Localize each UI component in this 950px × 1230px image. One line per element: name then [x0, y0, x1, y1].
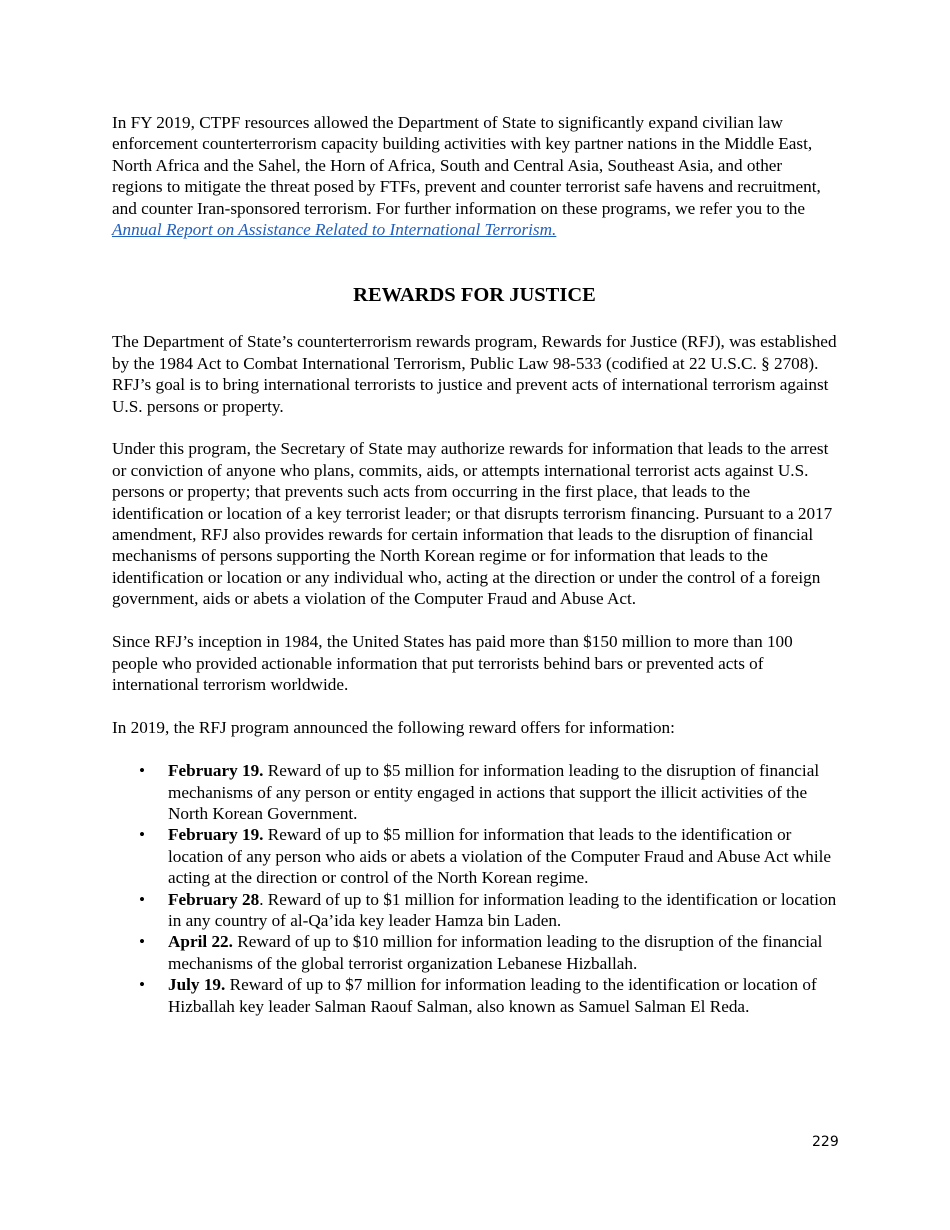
- list-item: [112, 974, 837, 1017]
- bullet-icon: •: [139, 932, 146, 952]
- bullet-icon: •: [139, 975, 146, 995]
- annual-report-link[interactable]: Annual Report on Assistance Related to International Terrorism.: [112, 220, 557, 240]
- list-item: [112, 931, 837, 974]
- paragraph-payments-history: Since RFJ’s inception in 1984, the United States has paid more than $150 million to more than 100 people who provided actionable information that put terrorists behind bars or prevented acts of international terrorism worldwide.: [112, 632, 793, 694]
- bullet-icon: •: [139, 825, 146, 845]
- list-item: [112, 889, 837, 932]
- list-item: [112, 760, 837, 824]
- section-heading: REWARDS FOR JUSTICE: [353, 284, 596, 307]
- intro-paragraph: [112, 112, 837, 240]
- reward-text: Reward of up to $5 million for information leading to the disruption of financial mechanisms of any person or entity engaged in actions that support the illicit activities of the North Korean Government.: [168, 761, 820, 823]
- reward-text: . Reward of up to $1 million for information leading to the identification or location in any country of al-Qa’ida key leader Hamza bin Laden.: [168, 889, 837, 930]
- reward-offers-list: [112, 760, 837, 1017]
- document-page: [112, 112, 837, 1017]
- list-item: [112, 824, 837, 888]
- paragraph-program-overview: The Department of State’s counterterrorism rewards program, Rewards for Justice (RFJ), was established by the 1984 Act to Combat International Terrorism, Public Law 98-533 (codified at 22 U.S.C. § 2708). RFJ’s goal is to bring international terrorists to justice and prevent acts of international terrorism against U.S. persons or property.: [112, 332, 837, 416]
- page-number: 229: [812, 1134, 839, 1150]
- bullet-icon: •: [139, 761, 146, 781]
- reward-date: February 28: [168, 889, 260, 909]
- paragraph-2019-announcements: In 2019, the RFJ program announced the following reward offers for information:: [112, 717, 675, 737]
- intro-text: In FY 2019, CTPF resources allowed the Department of State to significantly expand civilian law enforcement counterterrorism capacity building activities with key partner nations in the Middle East, North Africa and the Sahel, the Horn of Africa, South and Central Asia, Southeast Asia, and other regions to mitigate the threat posed by FTFs, prevent and counter terrorist safe havens and recruitment, and counter Iran-sponsored terrorism. For further information on these programs, we refer you to the: [112, 113, 821, 218]
- reward-date: July 19.: [168, 975, 226, 995]
- reward-date: April 22.: [168, 932, 233, 952]
- reward-text: Reward of up to $10 million for information leading to the disruption of the financial mechanisms of the global terrorist organization Lebanese Hizballah.: [168, 932, 823, 973]
- reward-text: Reward of up to $5 million for information that leads to the identification or location of any person who aids or abets a violation of the Computer Fraud and Abuse Act while acting at the direction or control of the North Korean regime.: [168, 825, 832, 888]
- reward-date: February 19.: [168, 761, 264, 781]
- bullet-icon: •: [139, 889, 146, 909]
- reward-date: February 19.: [168, 825, 264, 845]
- reward-text: Reward of up to $7 million for information leading to the identification or location of Hizballah key leader Salman Raouf Salman, also known as Samuel Salman El Reda.: [168, 975, 817, 1016]
- paragraph-program-authority: Under this program, the Secretary of State may authorize rewards for information that leads to the arrest or conviction of anyone who plans, commits, aids, or attempts international terrorist acts against U.S. persons or property; that prevents such acts from occurring in the first place, that leads to the identification or location of a key terrorist leader; or that disrupts terrorism financing. Pursuant to a 2017 amendment, RFJ also provides rewards for certain information that leads to the disruption of financial mechanisms of persons supporting the North Korean regime or for information that leads to the identification or location or any individual who, acting at the direction or under the control of a foreign government, aids or abets a violation of the Computer Fraud and Abuse Act.: [112, 439, 833, 609]
